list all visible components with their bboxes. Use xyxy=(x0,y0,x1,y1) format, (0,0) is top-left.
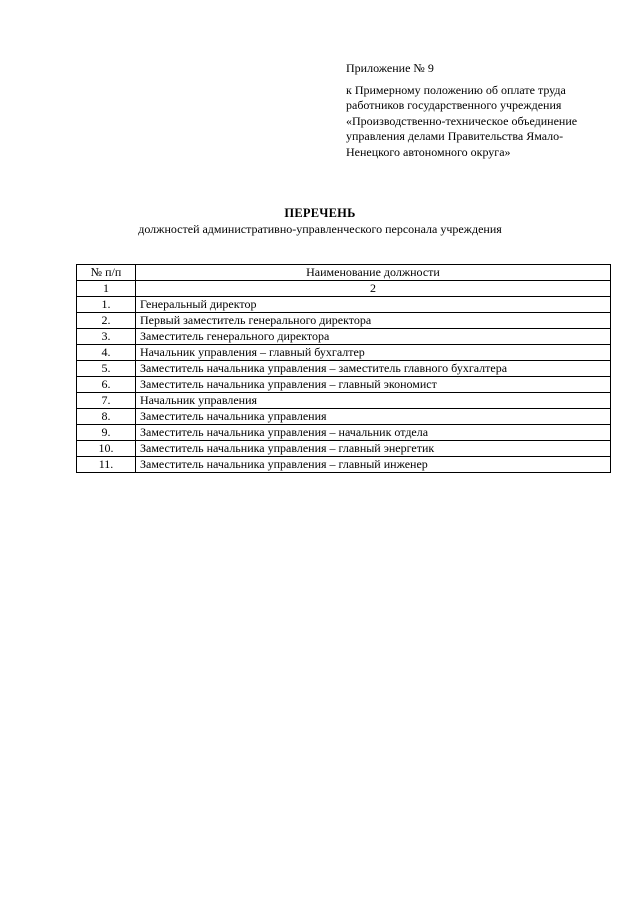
row-position-name: Заместитель начальника управления xyxy=(136,409,611,425)
row-number: 11. xyxy=(77,457,136,473)
table-row xyxy=(77,377,611,393)
row-number: 9. xyxy=(77,425,136,441)
row-number: 6. xyxy=(77,377,136,393)
row-position-name: Заместитель генерального директора xyxy=(136,329,611,345)
column-number-1: 1 xyxy=(77,281,136,297)
row-number: 2. xyxy=(77,313,136,329)
row-position-name: Заместитель начальника управления – заместитель главного бухгалтера xyxy=(136,361,611,377)
table-row xyxy=(77,441,611,457)
appendix-line: Ненецкого автономного округа» xyxy=(346,144,511,159)
row-number: 4. xyxy=(77,345,136,361)
table-column-numbers-row xyxy=(77,281,611,297)
row-position-name: Заместитель начальника управления – главный энергетик xyxy=(136,441,611,457)
table-row xyxy=(77,393,611,409)
row-number: 8. xyxy=(77,409,136,425)
positions-table xyxy=(76,264,611,473)
row-number: 3. xyxy=(77,329,136,345)
table-row xyxy=(77,409,611,425)
row-position-name: Начальник управления xyxy=(136,393,611,409)
table-row xyxy=(77,313,611,329)
appendix-line: «Производственно-техническое объединение xyxy=(346,113,578,128)
row-position-name: Заместитель начальника управления – главный экономист xyxy=(136,377,611,393)
column-number-2: 2 xyxy=(136,281,611,297)
row-position-name: Первый заместитель генерального директора xyxy=(136,313,611,329)
table-row xyxy=(77,329,611,345)
appendix-line: работников государственного учреждения xyxy=(346,98,562,112)
table-row xyxy=(77,297,611,313)
row-number: 5. xyxy=(77,361,136,377)
header-number: № п/п xyxy=(77,265,136,281)
table-row xyxy=(77,457,611,473)
row-position-name: Генеральный директор xyxy=(136,297,611,313)
appendix-line: к Примерному положению об оплате труда xyxy=(346,82,566,97)
row-number: 1. xyxy=(77,297,136,313)
table-row xyxy=(77,361,611,377)
row-number: 7. xyxy=(77,393,136,409)
row-position-name: Заместитель начальника управления – начальник отдела xyxy=(136,425,611,441)
document-heading xyxy=(0,205,640,237)
appendix-title: Приложение № 9 xyxy=(346,61,434,75)
table-row xyxy=(77,345,611,361)
appendix-line: управления делами Правительства Ямало- xyxy=(346,129,564,143)
document-title: ПЕРЕЧЕНЬ xyxy=(284,206,356,220)
header-position-name: Наименование должности xyxy=(136,265,611,281)
table-row xyxy=(77,425,611,441)
document-subtitle: должностей административно-управленческого персонала учреждения xyxy=(138,222,502,236)
row-number: 10. xyxy=(77,441,136,457)
table-header-row xyxy=(77,265,611,281)
row-position-name: Начальник управления – главный бухгалтер xyxy=(136,345,611,361)
appendix-block xyxy=(346,61,606,160)
row-position-name: Заместитель начальника управления – главный инженер xyxy=(136,457,611,473)
